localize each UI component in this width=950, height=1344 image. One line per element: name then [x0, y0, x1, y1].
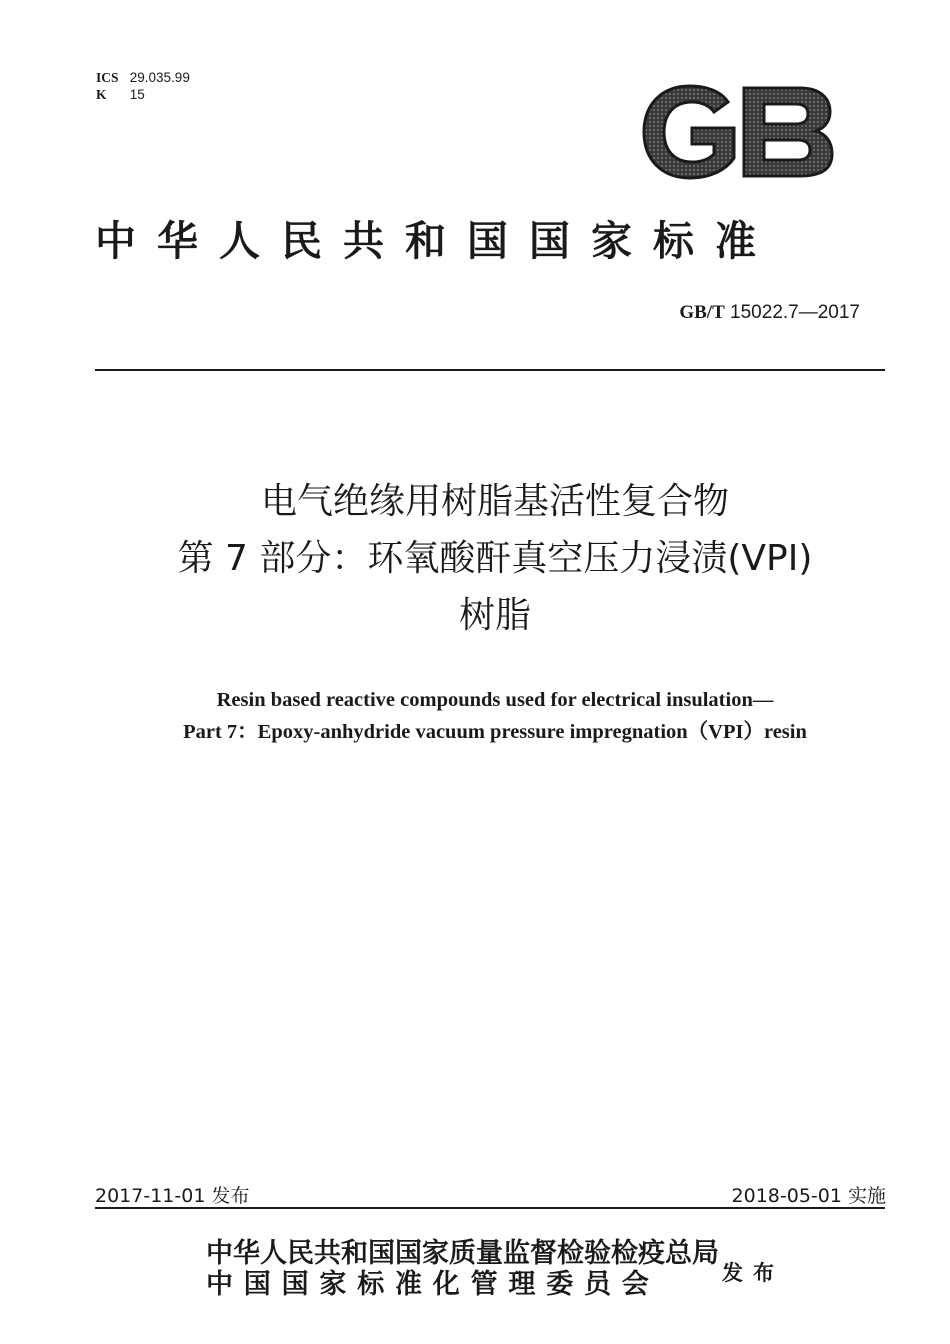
standard-name: 中华人民共和国国家标准 [95, 217, 777, 265]
k-line [96, 86, 190, 103]
issuer-org-2: 中国国家标准化管理委员会 [206, 1269, 660, 1300]
chinese-title-line-2: 第 7 部分：环氧酸酐真空压力浸渍(VPI) [177, 538, 813, 579]
gb-logo [640, 84, 836, 180]
chinese-title-line-3: 树脂 [458, 595, 531, 636]
chinese-title-line-1: 电气绝缘用树脂基活性复合物 [260, 481, 729, 522]
k-value: 15 [129, 87, 145, 102]
standard-code [679, 302, 860, 324]
gb-logo-icon [640, 84, 836, 180]
implementation-date: 2018-05-01 实施 [731, 1185, 886, 1207]
chinese-title [0, 473, 950, 644]
ics-value: 29.035.99 [129, 70, 190, 85]
english-title-line-1: Resin based reactive compounds used for electrical insulation— [216, 689, 774, 711]
ics-line [96, 69, 190, 86]
k-label: K [96, 87, 107, 102]
ics-label: ICS [96, 70, 119, 85]
issue-date: 2017-11-01 发布 [95, 1185, 250, 1207]
english-title-line-2: Part 7：Epoxy-anhydride vacuum pressure impregnation（VPI）resin [183, 721, 807, 743]
bottom-divider [95, 1207, 885, 1209]
issuer-org-1: 中华人民共和国国家质量监督检验检疫总局 [206, 1238, 719, 1269]
top-divider [95, 369, 885, 371]
standard-code-prefix: GB/T [679, 302, 725, 323]
english-title [0, 684, 950, 748]
standard-code-number: 15022.7—2017 [730, 302, 860, 323]
classification-codes [96, 69, 190, 103]
publish-label: 发布 [722, 1260, 784, 1285]
issuing-organizations [206, 1238, 719, 1300]
